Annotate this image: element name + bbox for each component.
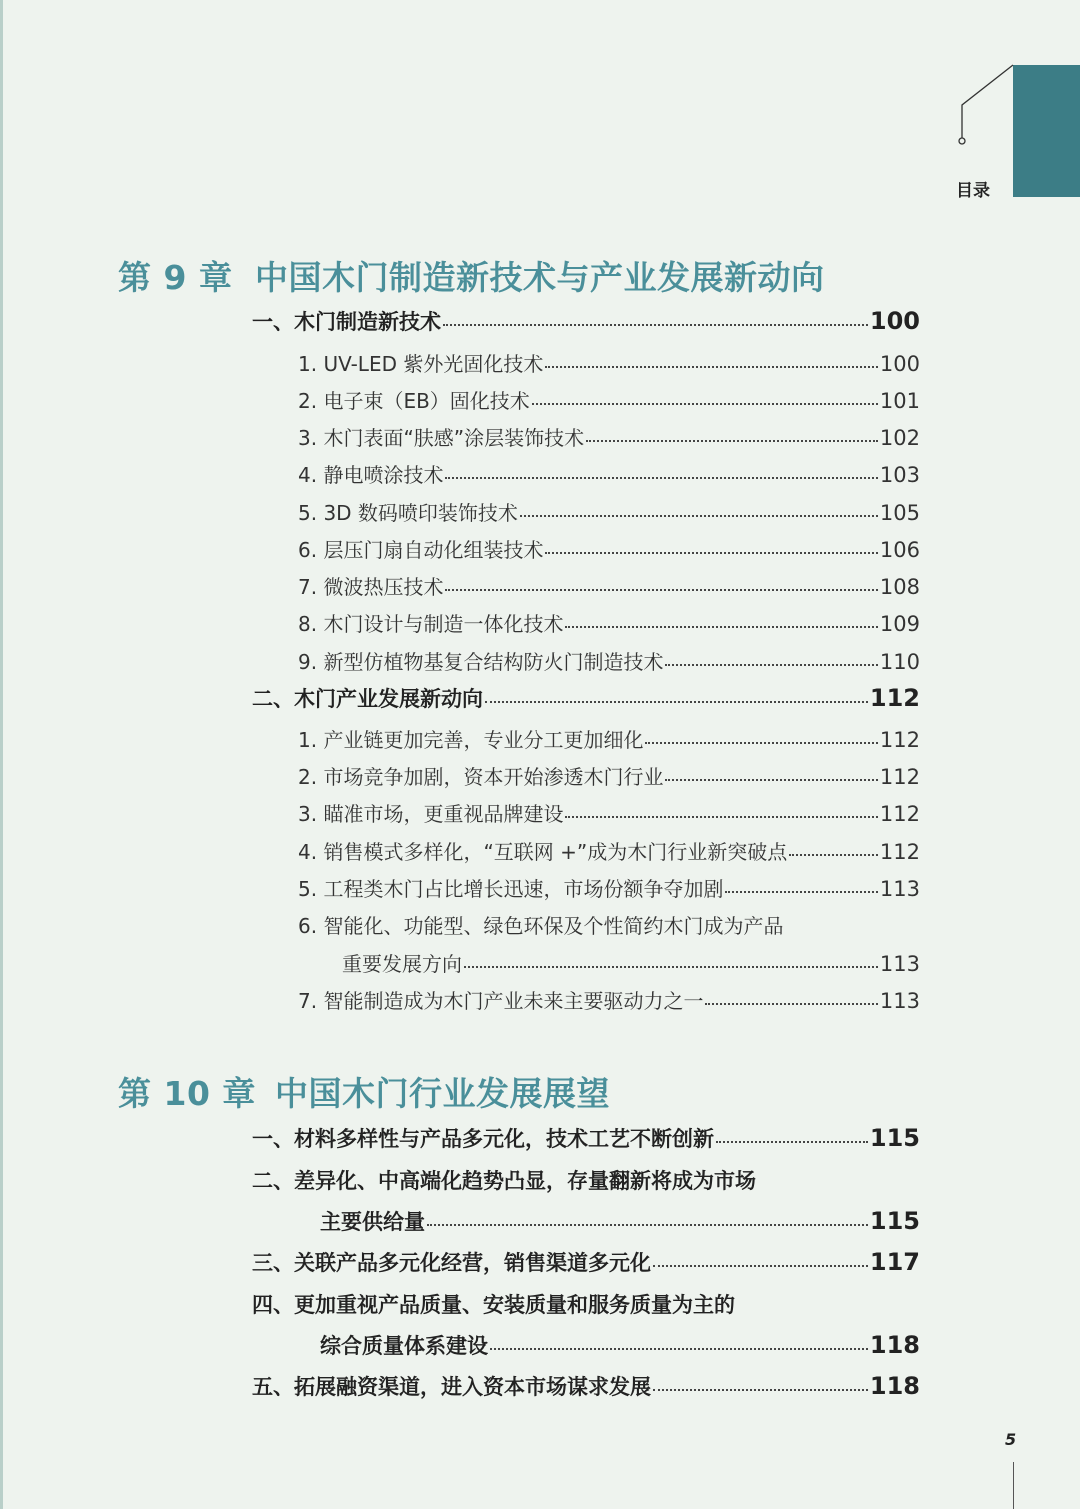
toc-entry-page: 118 — [869, 1331, 920, 1359]
toc-entry[interactable] — [252, 683, 920, 713]
toc-entry-page: 113 — [879, 952, 920, 976]
toc-entry[interactable] — [298, 571, 920, 600]
leader-dots — [545, 366, 878, 368]
leader-dots — [427, 1224, 868, 1226]
toc-entry[interactable] — [298, 497, 920, 526]
toc-entry-label: 8. 木门设计与制造一体化技术 — [298, 612, 564, 636]
toc-entry[interactable] — [342, 948, 920, 977]
toc-entry[interactable] — [298, 724, 920, 753]
toc-entry-page: 112 — [879, 840, 920, 864]
toc-entry-label: 三、关联产品多元化经营，销售渠道多元化 — [252, 1251, 651, 1275]
toc-entry-label-line2: 主要供给量 — [320, 1210, 425, 1234]
toc-entry-page: 113 — [879, 877, 920, 901]
toc-entry[interactable] — [298, 385, 920, 414]
toc-entry-label: 一、材料多样性与产品多元化，技术工艺不断创新 — [252, 1127, 714, 1151]
toc-entry-page: 109 — [879, 612, 920, 636]
bottom-rule — [1013, 1462, 1014, 1509]
toc-entry-label: 五、拓展融资渠道，进入资本市场谋求发展 — [252, 1375, 651, 1399]
leader-dots — [490, 1348, 868, 1350]
toc-entry-page: 108 — [879, 575, 920, 599]
leader-dots — [586, 440, 878, 442]
toc-entry[interactable] — [298, 348, 920, 377]
toc-entry[interactable] — [252, 1371, 920, 1401]
leader-dots — [565, 816, 877, 818]
toc-entry-page: 115 — [869, 1124, 920, 1152]
toc-entry[interactable] — [320, 1330, 920, 1360]
leader-dots — [645, 742, 877, 744]
left-edge-rule — [0, 0, 3, 1509]
leader-dots — [520, 515, 878, 517]
toc-entry[interactable] — [298, 798, 920, 827]
toc-entry-label: 3. 木门表面“肤感”涂层装饰技术 — [298, 426, 585, 450]
toc-entry[interactable] — [298, 761, 920, 790]
leader-dots — [445, 589, 877, 591]
leader-dots — [653, 1265, 868, 1267]
toc-entry-label: 7. 微波热压技术 — [298, 575, 444, 599]
toc-entry-label-line1[interactable]: 四、更加重视产品质量、安装质量和服务质量为主的 — [252, 1293, 735, 1317]
toc-entry-label: 1. 产业链更加完善，专业分工更加细化 — [298, 728, 644, 752]
toc-entry-label: 2. 市场竞争加剧，资本开始渗透木门行业 — [298, 765, 664, 789]
toc-entry[interactable] — [298, 534, 920, 563]
toc-entry[interactable] — [252, 1123, 920, 1153]
corner-color-block — [1013, 65, 1080, 197]
chapter-10-heading — [118, 1068, 610, 1115]
leader-dots — [789, 854, 878, 856]
leader-dots — [445, 477, 877, 479]
toc-entry[interactable] — [298, 985, 920, 1014]
toc-entry[interactable] — [298, 873, 920, 902]
toc-entry-page: 112 — [879, 728, 920, 752]
toc-entry[interactable] — [298, 646, 920, 675]
toc-entry[interactable] — [320, 1206, 920, 1236]
chapter-9-heading — [118, 252, 825, 299]
toc-entry-label-line1[interactable]: 二、差异化、中高端化趋势凸显，存量翻新将成为市场 — [252, 1169, 756, 1193]
toc-entry[interactable] — [298, 836, 920, 865]
toc-entry-page: 118 — [869, 1372, 920, 1400]
leader-dots — [665, 779, 877, 781]
toc-entry-label-line1[interactable]: 6. 智能化、功能型、绿色环保及个性简约木门成为产品 — [298, 914, 784, 938]
toc-entry-page: 100 — [869, 307, 920, 335]
toc-entry-label-line2: 综合质量体系建设 — [320, 1334, 488, 1358]
leader-dots — [532, 403, 878, 405]
toc-entry-page: 112 — [879, 765, 920, 789]
leader-dots — [725, 891, 877, 893]
toc-entry-page: 115 — [869, 1207, 920, 1235]
page-number: 5 — [1005, 1430, 1017, 1449]
toc-entry[interactable] — [298, 422, 920, 451]
toc-entry-page: 110 — [879, 650, 920, 674]
toc-entry-label: 5. 工程类木门占比增长迅速，市场份额争夺加剧 — [298, 877, 724, 901]
leader-dots — [545, 552, 877, 554]
chapter-number: 第 9 章 — [118, 258, 233, 297]
toc-entry-label: 3. 瞄准市场，更重视品牌建设 — [298, 802, 564, 826]
toc-entry-page: 105 — [879, 501, 920, 525]
leader-dots — [485, 701, 868, 703]
chapter-title: 中国木门制造新技术与产业发展新动向 — [255, 258, 825, 297]
toc-entry-page: 103 — [879, 463, 920, 487]
toc-entry-label: 2. 电子束（EB）固化技术 — [298, 389, 530, 413]
chapter-title: 中国木门行业发展展望 — [275, 1074, 610, 1113]
corner-line-decoration — [950, 60, 1020, 160]
toc-entry-label: 4. 静电喷涂技术 — [298, 463, 444, 487]
toc-entry-page: 113 — [879, 989, 920, 1013]
toc-entry-label: 9. 新型仿植物基复合结构防火门制造技术 — [298, 650, 664, 674]
toc-entry-label: 6. 层压门扇自动化组装技术 — [298, 538, 544, 562]
toc-entry-label: 二、木门产业发展新动向 — [252, 687, 483, 711]
toc-entry-page: 112 — [879, 802, 920, 826]
leader-dots — [705, 1003, 877, 1005]
toc-entry-label: 一、木门制造新技术 — [252, 310, 441, 334]
toc-entry-label: 7. 智能制造成为木门产业未来主要驱动力之一 — [298, 989, 704, 1013]
leader-dots — [653, 1389, 868, 1391]
toc-entry-label: 5. 3D 数码喷印装饰技术 — [298, 501, 518, 525]
toc-entry[interactable] — [298, 608, 920, 637]
toc-entry[interactable] — [298, 459, 920, 488]
leader-dots — [464, 966, 878, 968]
toc-entry[interactable] — [252, 1247, 920, 1277]
toc-entry-page: 100 — [879, 352, 920, 376]
toc-entry-label: 4. 销售模式多样化，“互联网 +”成为木门行业新突破点 — [298, 840, 788, 864]
toc-entry-page: 112 — [869, 684, 920, 712]
toc-entry[interactable] — [252, 306, 920, 336]
toc-entry-label-line2: 重要发展方向 — [342, 952, 462, 976]
toc-entry-page: 101 — [879, 389, 920, 413]
chapter-number: 第 10 章 — [118, 1074, 256, 1113]
toc-entry-page: 106 — [879, 538, 920, 562]
toc-entry-label: 1. UV-LED 紫外光固化技术 — [298, 352, 544, 376]
leader-dots — [716, 1141, 868, 1143]
leader-dots — [665, 664, 877, 666]
toc-entry-page: 117 — [869, 1248, 920, 1276]
leader-dots — [565, 626, 877, 628]
toc-entry-page: 102 — [879, 426, 920, 450]
toc-label: 目录 — [956, 181, 990, 201]
leader-dots — [443, 324, 868, 326]
